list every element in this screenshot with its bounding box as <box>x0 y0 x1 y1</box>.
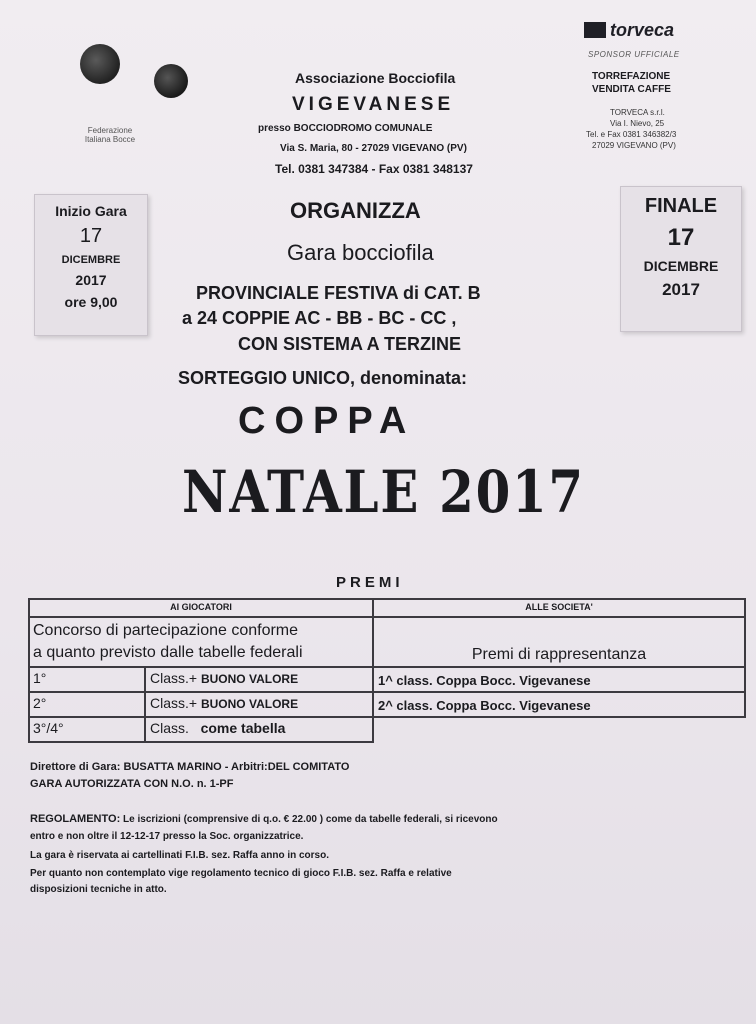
final-month: DICEMBRE <box>643 258 719 274</box>
row2-prize-a: Class.+ <box>150 695 201 711</box>
row1-prize <box>150 670 298 686</box>
table-rule <box>28 691 746 693</box>
sponsor-brand: torveca <box>610 19 675 40</box>
sponsor-logo <box>584 20 710 40</box>
sponsor-address4: 27029 VIGEVANO (PV) <box>592 141 676 150</box>
start-date-box <box>34 194 148 336</box>
organizza-heading: ORGANIZZA <box>290 198 421 223</box>
table-rule <box>144 666 146 743</box>
fib-logo-text: Federazione Italiana Bocce <box>84 126 136 144</box>
sponsor-label: SPONSOR UFFICIALE <box>588 50 680 59</box>
sponsor-address2: Via I. Nievo, 25 <box>610 119 665 128</box>
start-day: 17 <box>79 225 103 247</box>
row1-club: 1^ class. Coppa Bocc. Vigevanese <box>378 673 591 688</box>
premi-heading: PREMI <box>336 574 404 591</box>
col-header-players: AI GIOCATORI <box>170 602 232 612</box>
final-day: 17 <box>667 224 695 251</box>
row3-prize-b: come tabella <box>200 720 286 736</box>
officials-line1: Direttore di Gara: BUSATTA MARINO - Arbitri:DEL COMITATO <box>30 761 350 773</box>
table-rule <box>28 666 746 668</box>
row2-club: 2^ class. Coppa Bocc. Vigevanese <box>378 698 591 713</box>
row2-prize <box>150 695 298 711</box>
association-phone: Tel. 0381 347384 - Fax 0381 348137 <box>275 162 473 176</box>
rules-line4: Per quanto non contemplato vige regolamento tecnico di gioco F.I.B. sez. Raffa e relative <box>30 868 452 879</box>
final-title: FINALE <box>644 195 718 217</box>
col-header-clubs: ALLE SOCIETA' <box>525 602 593 612</box>
row2-place: 2° <box>33 695 47 711</box>
sponsor-line1: TORREFAZIONE <box>592 71 671 82</box>
sponsor-address1: TORVECA s.r.l. <box>610 108 665 117</box>
table-rule <box>28 616 746 618</box>
rules-line1 <box>30 813 498 825</box>
row3-place: 3°/4° <box>33 720 64 736</box>
table-rule <box>372 598 374 743</box>
association-line1: Associazione Bocciofila <box>295 70 456 86</box>
officials-line2: GARA AUTORIZZATA CON N.O. n. 1-PF <box>30 778 234 790</box>
sponsor-address3: Tel. e Fax 0381 346382/3 <box>586 130 677 139</box>
table-rule <box>28 598 746 600</box>
players-intro-1: Concorso di partecipazione conforme <box>33 622 299 639</box>
rules-line5: disposizioni tecniche in atto. <box>30 884 167 895</box>
row3-prize <box>150 720 285 736</box>
start-year: 2017 <box>75 272 107 288</box>
row2-prize-b: BUONO VALORE <box>200 697 299 711</box>
final-date-box <box>620 186 742 332</box>
association-address: Via S. Maria, 80 - 27029 VIGEVANO (PV) <box>280 143 467 154</box>
start-time: ore 9,00 <box>64 294 118 310</box>
sponsor-mark-icon <box>584 22 606 38</box>
headline-line3: CON SISTEMA A TERZINE <box>238 334 462 354</box>
players-intro-2: a quanto previsto dalle tabelle federali <box>33 644 303 661</box>
headline-line1: PROVINCIALE FESTIVA di CAT. B <box>196 283 481 303</box>
final-year: 2017 <box>662 280 700 299</box>
rules-line3: La gara è riservata ai cartellinati F.I.B. sez. Raffa anno in corso. <box>30 850 329 861</box>
row1-place: 1° <box>33 670 47 686</box>
row3-prize-a: Class. <box>150 720 201 736</box>
coppa-title: COPPA <box>238 400 416 442</box>
table-rule <box>744 598 746 718</box>
gara-subtitle: Gara bocciofila <box>287 240 434 265</box>
fib-logo-ball2-icon <box>154 64 188 98</box>
clubs-intro: Premi di rappresentanza <box>471 646 647 663</box>
start-title: Inizio Gara <box>55 203 127 219</box>
rules-label: REGOLAMENTO: <box>30 813 121 825</box>
natale-title: NATALE 2017 <box>182 458 585 526</box>
sponsor-line2: VENDITA CAFFE <box>592 84 671 95</box>
association-name: VIGEVANESE <box>292 94 455 115</box>
rules-text1: Le iscrizioni (comprensive di q.o. € 22.00 ) come da tabelle federali, si ricevono <box>120 814 498 825</box>
table-rule <box>28 716 746 718</box>
row1-prize-a: Class.+ <box>150 670 201 686</box>
table-rule <box>28 741 374 743</box>
start-month: DICEMBRE <box>61 254 121 266</box>
table-rule <box>28 598 30 743</box>
headline-line2: a 24 COPPIE AC - BB - BC - CC , <box>182 308 457 328</box>
headline-line4: SORTEGGIO UNICO, denominata: <box>178 368 468 388</box>
row1-prize-b: BUONO VALORE <box>200 672 299 686</box>
rules-line2: entro e non oltre il 12-12-17 presso la Soc. organizzatrice. <box>30 831 304 842</box>
association-venue: presso BOCCIODROMO COMUNALE <box>258 123 433 134</box>
fib-logo-ball-icon <box>80 44 120 84</box>
